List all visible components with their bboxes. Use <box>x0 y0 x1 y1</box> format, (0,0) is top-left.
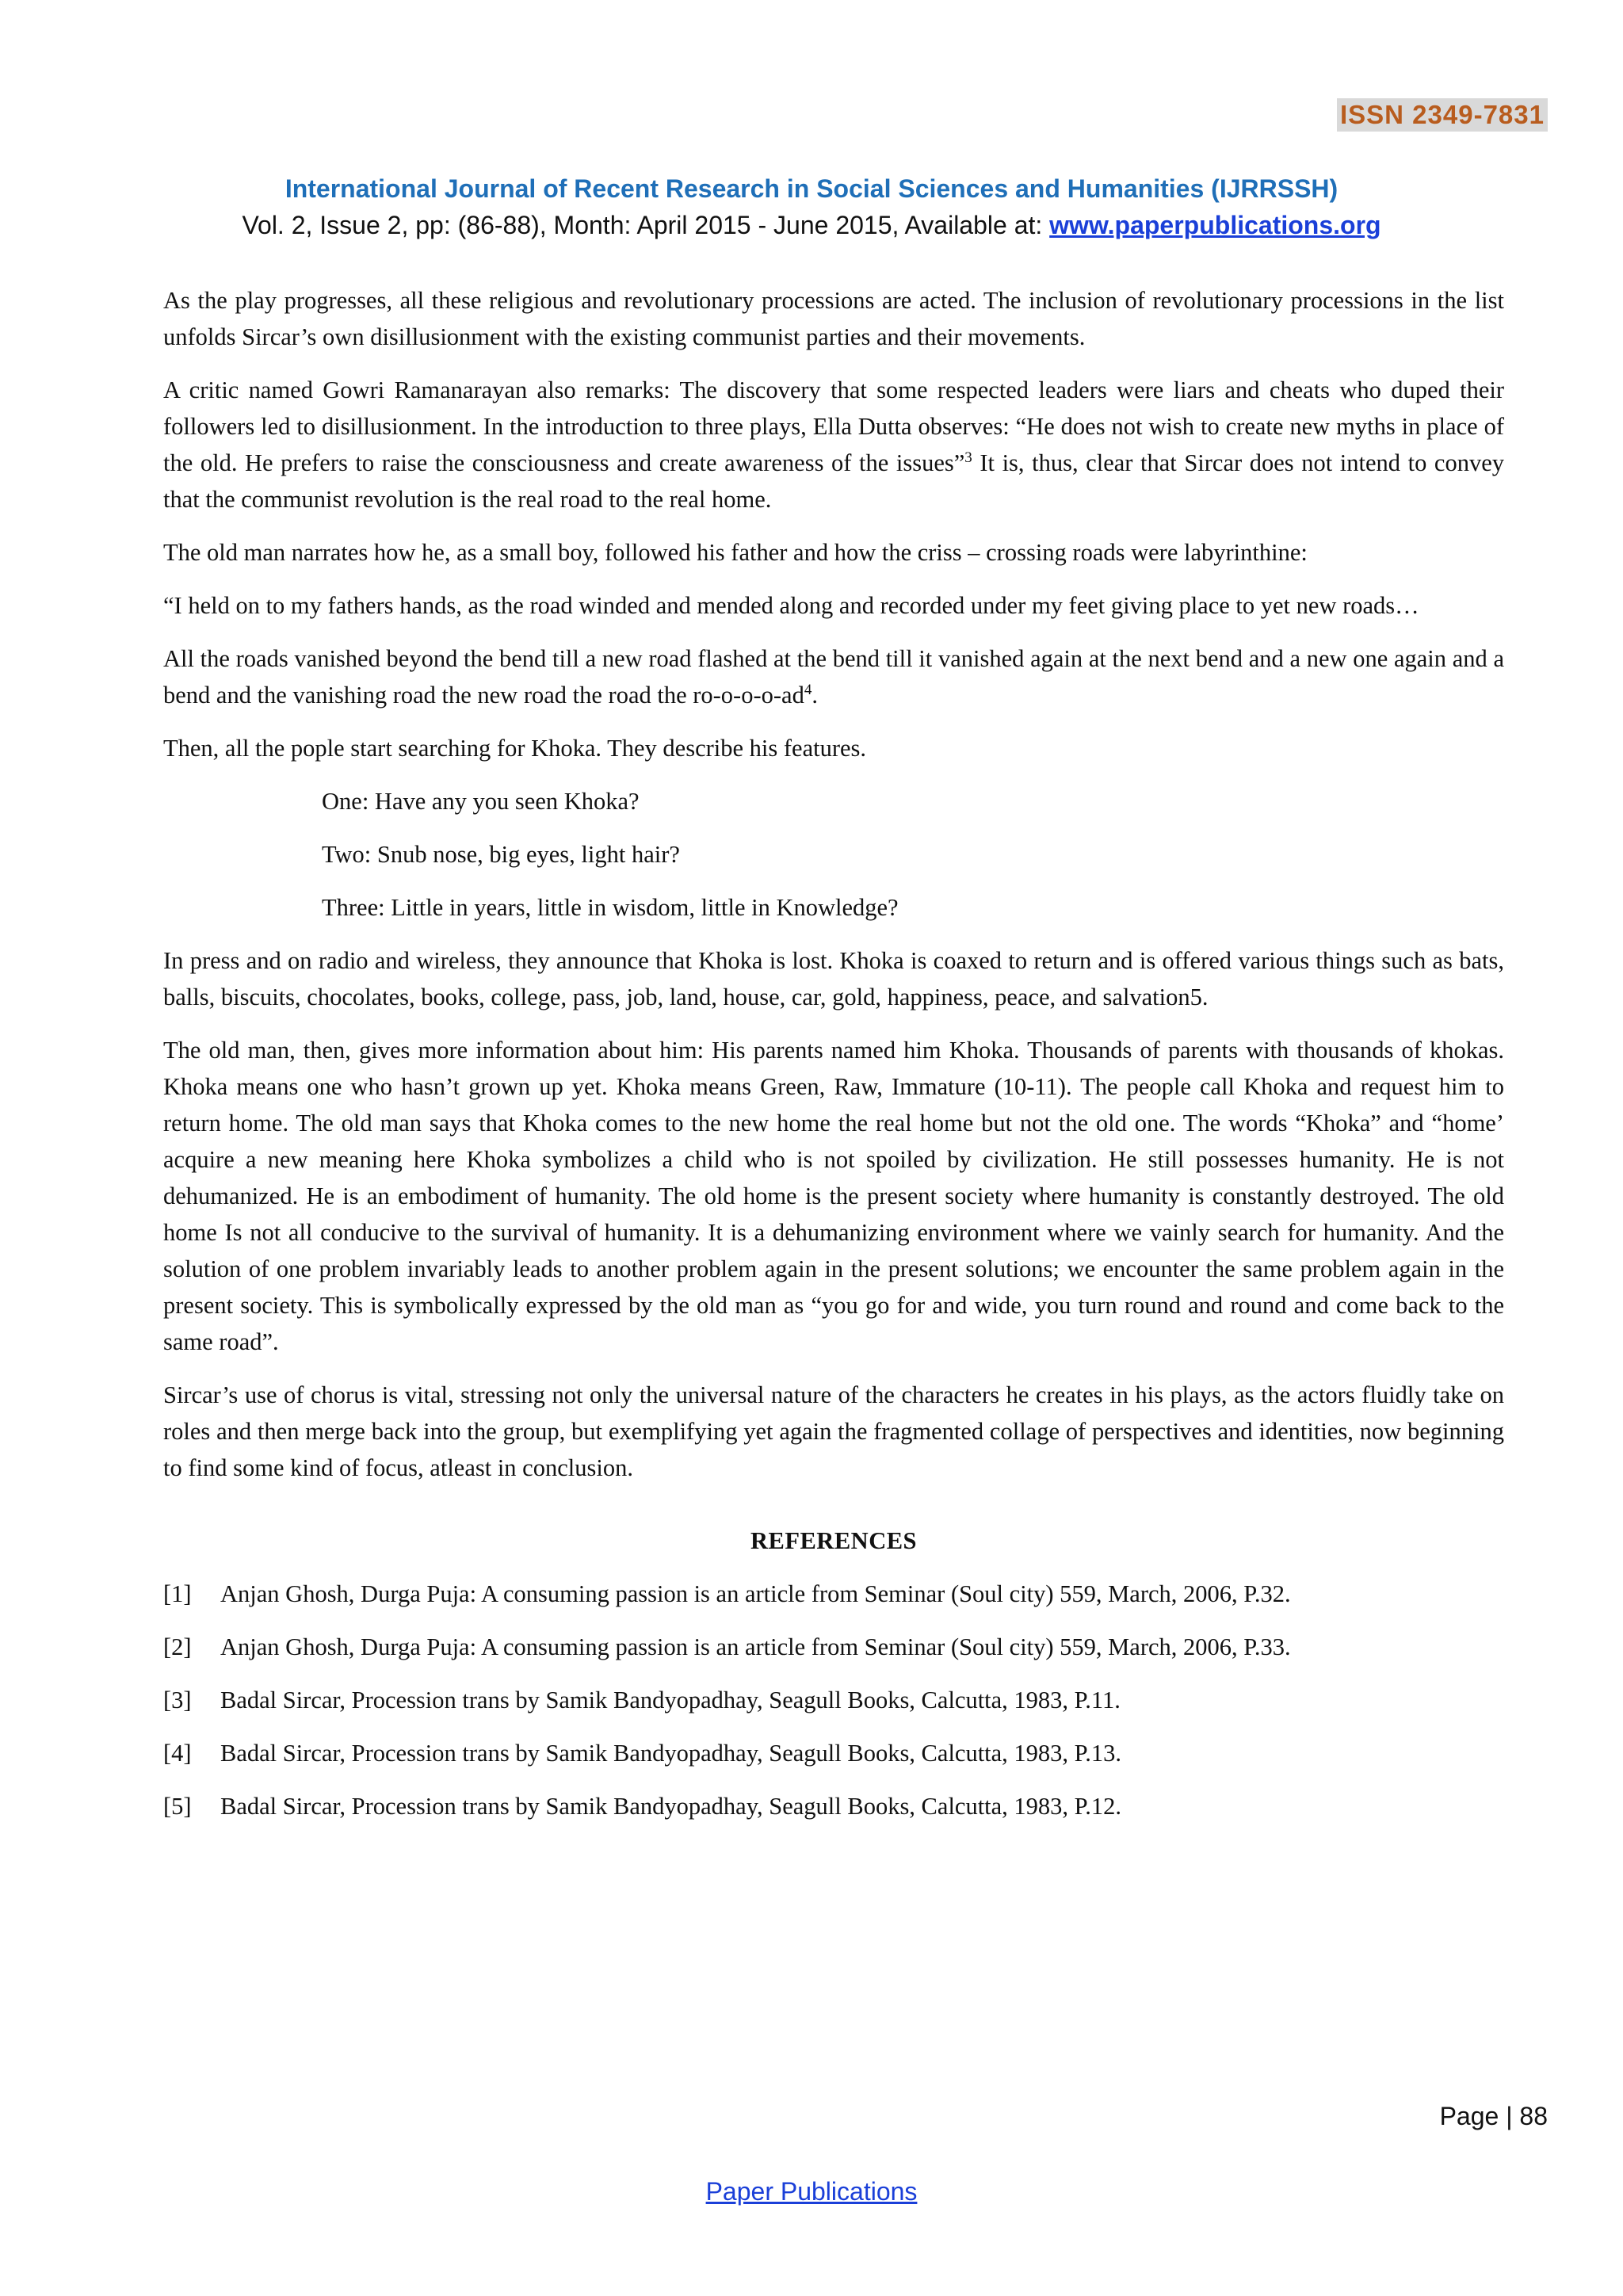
footnote-marker: 4 <box>804 681 812 698</box>
dialogue-line: Three: Little in years, little in wisdom, little in Knowledge? <box>322 894 899 921</box>
issn-label: ISSN 2349-7831 <box>1337 98 1548 132</box>
reference-item <box>163 1629 1504 1665</box>
reference-item <box>163 1576 1504 1612</box>
journal-title: International Journal of Recent Research in Social Sciences and Humanities (IJRRSSH) <box>285 174 1338 203</box>
reference-text: Badal Sircar, Procession trans by Samik Bandyopadhay, Seagull Books, Calcutta, 1983, P.11. <box>220 1687 1121 1713</box>
paragraph-text: A critic named Gowri Ramanarayan also remarks: The discovery that some respected leaders were liars and cheats who duped their followers led to disillusionment. In the introduction to three plays, Ella Dutta observes: “He does not wish to create new myths in place of the old. He prefers to raise the consciousness and create awareness of the issues” <box>163 376 1504 476</box>
reference-number: [3] <box>163 1687 192 1713</box>
publisher-link[interactable]: Paper Publications <box>705 2177 918 2206</box>
reference-number: [1] <box>163 1580 192 1607</box>
paragraph-text: . <box>812 682 818 709</box>
page-number: Page | 88 <box>1439 2102 1548 2130</box>
reference-item <box>163 1682 1504 1718</box>
journal-info <box>0 211 1623 240</box>
references-list <box>163 1576 1504 1824</box>
reference-text: Anjan Ghosh, Durga Puja: A consuming passion is an article from Seminar (Soul city) 559, March, 2006, P.33. <box>220 1633 1291 1660</box>
reference-item <box>163 1788 1504 1824</box>
quote-paragraph <box>163 640 1504 713</box>
reference-text: Badal Sircar, Procession trans by Samik Bandyopadhay, Seagull Books, Calcutta, 1983, P.12. <box>220 1793 1122 1820</box>
footnote-marker: 3 <box>964 449 972 466</box>
reference-number: [5] <box>163 1793 192 1820</box>
paragraph: As the play progresses, all these religious and revolutionary processions are acted. The inclusion of revolutionary processions in the list unfolds Sircar’s own disillusionment with the existing communist parties and their movements. <box>163 287 1504 350</box>
paragraph-text: It is, thus, clear that Sircar does not intend to convey that the communist revolution is the real road to the real home. <box>163 449 1504 513</box>
journal-issue-info: Vol. 2, Issue 2, pp: (86-88), Month: April 2015 - June 2015, Available at: <box>242 211 1050 239</box>
dialogue-line: One: Have any you seen Khoka? <box>322 788 640 815</box>
dialogue-line: Two: Snub nose, big eyes, light hair? <box>322 841 680 868</box>
reference-text: Anjan Ghosh, Durga Puja: A consuming passion is an article from Seminar (Soul city) 559, March, 2006, P.32. <box>220 1580 1291 1607</box>
paragraph: The old man narrates how he, as a small boy, followed his father and how the criss – crossing roads were labyrinthine: <box>163 539 1308 566</box>
paragraph: Sircar’s use of chorus is vital, stressing not only the universal nature of the characters he creates in his plays, as the actors fluidly take on roles and then merge back into the group, but exemplifying yet again the fragmented collage of perspectives and identities, now beginning to find some kind of focus, atleast in conclusion. <box>163 1381 1504 1481</box>
reference-item <box>163 1735 1504 1771</box>
reference-text: Badal Sircar, Procession trans by Samik Bandyopadhay, Seagull Books, Calcutta, 1983, P.13. <box>220 1740 1122 1767</box>
quote-paragraph: “I held on to my fathers hands, as the road winded and mended along and recorded under my feet giving place to yet new roads… <box>163 592 1419 619</box>
references-heading: REFERENCES <box>750 1527 918 1554</box>
paragraph-text: All the roads vanished beyond the bend till a new road flashed at the bend till it vanished again at the next bend and a new one again and a bend and the vanishing road the new road the road the ro-o-o-o-ad <box>163 645 1504 709</box>
reference-number: [2] <box>163 1633 192 1660</box>
reference-number: [4] <box>163 1740 192 1767</box>
paragraph <box>163 372 1504 518</box>
journal-website-link[interactable]: www.paperpublications.org <box>1049 211 1381 239</box>
article-body <box>163 282 1504 1841</box>
paragraph: In press and on radio and wireless, they announce that Khoka is lost. Khoka is coaxed to return and is offered various things such as bats, balls, biscuits, chocolates, books, college, pass, job, land, house, car, gold, happiness, peace, and salvation5. <box>163 947 1504 1010</box>
paragraph: Then, all the pople start searching for Khoka. They describe his features. <box>163 735 867 762</box>
paragraph: The old man, then, gives more information about him: His parents named him Khoka. Thousands of parents with thousands of khokas. Khoka means one who hasn’t grown up yet. Khoka means Green, Raw, Immature (10-11). The people call Khoka and request him to return home. The old man says that Khoka comes to the new home the real home but not the old one. The words “Khoka” and “home’ acquire a new meaning here Khoka symbolizes a child who is not spoiled by civilization. He still possesses humanity. He is not dehumanized. He is an embodiment of humanity. The old home is the present society where humanity is constantly destroyed. The old home Is not all conducive to the survival of humanity. It is a dehumanizing environment where we vainly search for humanity. And the solution of one problem invariably leads to another problem again in the present solutions; we encounter the same problem again in the present society. This is symbolically expressed by the old man as “you go for and wide, you turn round and round and come back to the same road”. <box>163 1037 1504 1355</box>
